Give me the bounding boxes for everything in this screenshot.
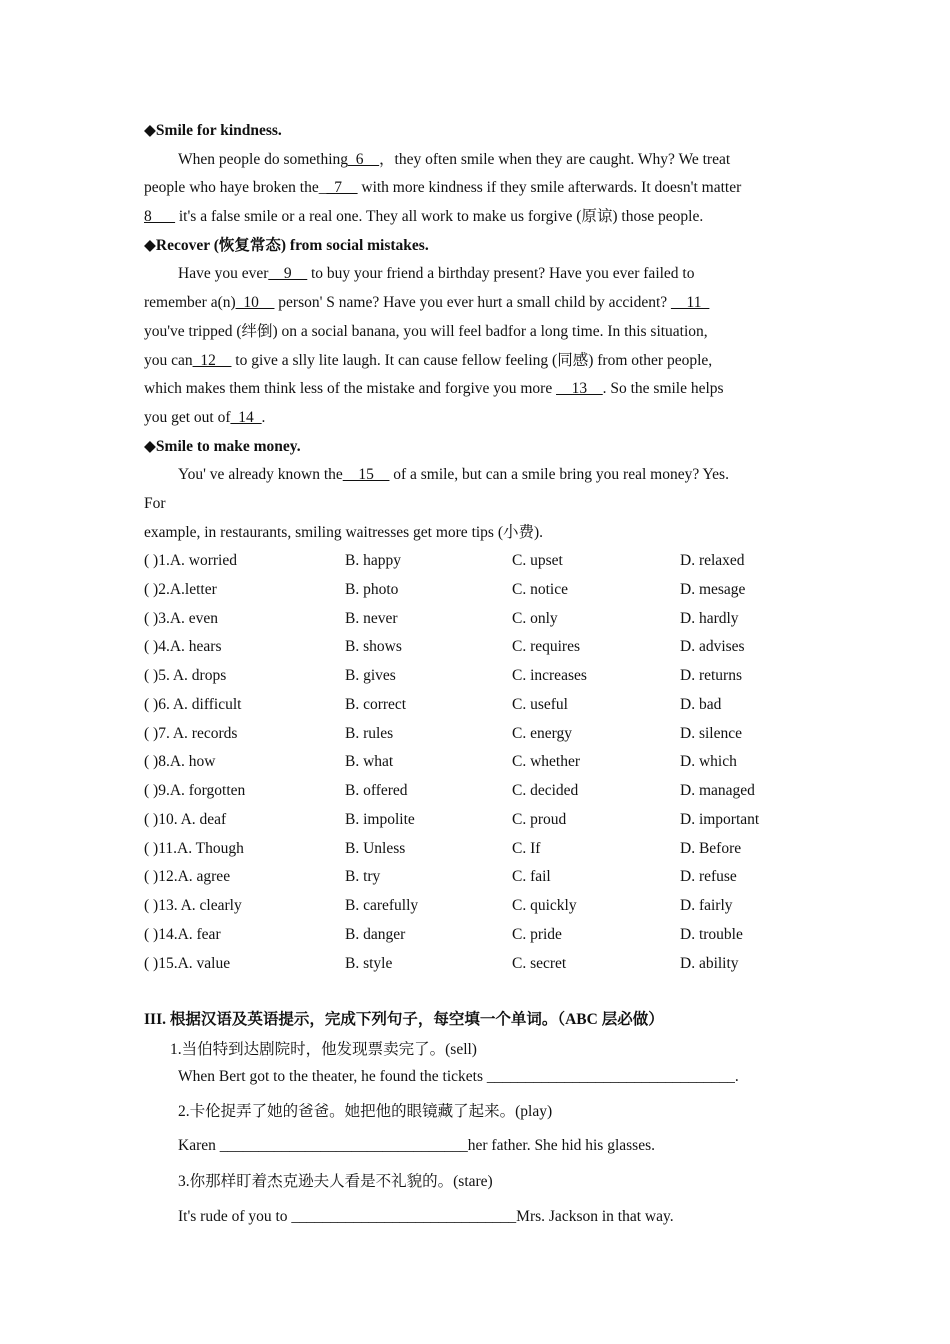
option-d: D. bad: [680, 695, 722, 713]
blank-6: _6__: [348, 151, 380, 168]
option-d: D. mesage: [680, 580, 746, 598]
option-b: B. danger: [345, 925, 406, 943]
option-number: ( )8.A. how: [144, 753, 216, 771]
option-row: [144, 838, 844, 860]
option-d: D. managed: [680, 782, 755, 799]
option-c: C. increases: [512, 667, 587, 684]
option-row: [144, 924, 844, 946]
option-b: B. what: [345, 753, 394, 771]
option-b: B. correct: [345, 695, 407, 713]
passage-line: [178, 465, 729, 485]
option-number: ( )4.A. hears: [144, 638, 222, 656]
option-b: B. rules: [345, 724, 394, 742]
blank-12: _12__: [192, 352, 232, 369]
text: . So the smile helps: [602, 380, 724, 397]
option-row: [144, 780, 844, 802]
passage-line: [178, 150, 730, 170]
option-d: D. refuse: [680, 868, 737, 886]
q1-chinese: 1.当伯特到达剧院时，他发现票卖完了。(sell): [170, 1041, 477, 1058]
blank-7: _7__: [326, 179, 358, 196]
text: you get out of: [144, 409, 231, 426]
blank-11: __11_: [671, 294, 710, 311]
text: which makes them think less of the mistake and forgive you more: [144, 380, 557, 397]
passage-line: you've tripped (绊倒) on a social banana, you will feel badfor a long time. In this situation,: [144, 323, 708, 340]
option-b: B. carefully: [345, 897, 419, 914]
heading-smile-kindness: ◆Smile for kindness.: [144, 122, 282, 139]
passage-line: [144, 293, 709, 313]
blank-15: __15__: [342, 466, 390, 483]
option-b: B. offered: [345, 782, 408, 799]
option-number: ( )5. A. drops: [144, 667, 227, 684]
option-c: C. decided: [512, 782, 579, 799]
option-b: B. photo: [345, 580, 399, 598]
option-c: C. useful: [512, 695, 568, 713]
option-row: [144, 751, 844, 773]
option-c: C. fail: [512, 868, 551, 886]
option-d: D. hardly: [680, 609, 739, 627]
option-b: B. Unless: [345, 839, 406, 857]
option-c: C. pride: [512, 925, 562, 943]
option-b: B. happy: [345, 552, 401, 569]
passage-line: example, in restaurants, smiling waitresses get more tips (小费).: [144, 524, 544, 541]
option-b: B. gives: [345, 667, 396, 684]
option-b: B. never: [345, 609, 398, 627]
option-c: C. notice: [512, 580, 568, 598]
q1-english: When Bert got to the theater, he found the tickets ________________________________.: [178, 1068, 739, 1085]
passage-line: [144, 207, 703, 227]
option-row: [144, 665, 844, 687]
option-c: C. proud: [512, 810, 567, 828]
option-row: [144, 636, 844, 658]
blank-14: _14_: [230, 409, 262, 426]
option-row: [144, 608, 844, 630]
option-d: D. returns: [680, 667, 742, 684]
option-row: [144, 895, 844, 917]
passage-line: [144, 379, 724, 399]
heading-recover: ◆Recover (恢复常态) from social mistakes.: [144, 237, 429, 254]
text: to give a slly lite laugh. It can cause fellow feeling (同感) from other people,: [231, 352, 713, 369]
option-number: ( )15.A. value: [144, 954, 231, 972]
option-c: C. secret: [512, 954, 567, 972]
blank-8: 8___: [144, 208, 175, 225]
option-c: C. only: [512, 609, 558, 627]
option-row: [144, 953, 844, 975]
text: remember a(n): [144, 294, 236, 311]
option-d: D. fairly: [680, 897, 733, 914]
text: ，they often smile when they are caught. Why? We treat: [379, 151, 731, 168]
option-d: D. relaxed: [680, 552, 745, 569]
option-c: C. requires: [512, 638, 581, 656]
option-number: ( )14.A. fear: [144, 925, 221, 943]
option-number: ( )13. A. clearly: [144, 897, 242, 914]
text: of a smile, but can a smile bring you real money? Yes.: [389, 466, 729, 483]
option-number: ( )2.A.letter: [144, 580, 217, 598]
passage-line: For: [144, 495, 166, 512]
option-d: D. ability: [680, 954, 739, 972]
option-d: D. Before: [680, 839, 742, 857]
option-c: C. If: [512, 839, 541, 857]
option-row: [144, 550, 844, 572]
heading-smile-money: ◆Smile to make money.: [144, 438, 301, 455]
q2-chinese: 2.卡伦捉弄了她的爸爸。她把他的眼镜藏了起来。(play): [178, 1103, 553, 1120]
passage-line: [144, 351, 712, 371]
q3-chinese: 3.你那样盯着杰克逊夫人看是不礼貌的。(stare): [178, 1173, 493, 1190]
option-d: D. which: [680, 753, 737, 771]
text: with more kindness if they smile afterwards. It doesn't matter: [357, 179, 742, 196]
text: you can: [144, 352, 193, 369]
blank-10: _10__: [235, 294, 275, 311]
text: people who haye broken the_: [144, 179, 327, 196]
option-c: C. whether: [512, 753, 581, 771]
option-number: ( )3.A. even: [144, 609, 219, 627]
option-b: B. try: [345, 868, 381, 886]
option-b: B. style: [345, 954, 393, 972]
text: to buy your friend a birthday present? Have you ever failed to: [307, 265, 695, 282]
option-number: ( )9.A. forgotten: [144, 782, 246, 799]
option-number: ( )11.A. Though: [144, 839, 244, 857]
option-row: [144, 723, 844, 745]
option-row: [144, 694, 844, 716]
text: .: [261, 409, 266, 426]
option-row: [144, 866, 844, 888]
option-d: D. silence: [680, 724, 742, 742]
option-d: D. advises: [680, 638, 745, 656]
section-iii-title: III. 根据汉语及英语提示，完成下列句子，每空填一个单词。（ABC 层必做）: [144, 1011, 664, 1028]
option-c: C. upset: [512, 552, 563, 569]
option-number: ( )7. A. records: [144, 724, 238, 742]
q2-english: Karen ________________________________her father. She hid his glasses.: [178, 1137, 655, 1154]
option-row: [144, 809, 844, 831]
option-row: [144, 579, 844, 601]
option-d: D. important: [680, 810, 760, 828]
option-c: C. quickly: [512, 897, 577, 914]
text: person' S name? Have you ever hurt a small child by accident?: [274, 294, 672, 311]
option-number: ( )6. A. difficult: [144, 695, 242, 713]
text: it's a false smile or a real one. They all work to make us forgive (原谅) those people.: [175, 208, 704, 225]
blank-13: __13__: [556, 380, 603, 397]
option-number: ( )12.A. agree: [144, 868, 231, 886]
text: When people do something: [178, 151, 349, 168]
option-number: ( )10. A. deaf: [144, 810, 227, 828]
option-b: B. shows: [345, 638, 402, 656]
passage-line: [144, 408, 265, 428]
q3-english: It's rude of you to _____________________________Mrs. Jackson in that way.: [178, 1208, 674, 1225]
option-number: ( )1.A. worried: [144, 552, 237, 569]
option-b: B. impolite: [345, 810, 415, 828]
blank-9: __9__: [268, 265, 308, 282]
text: You' ve already known the: [178, 466, 343, 483]
option-d: D. trouble: [680, 925, 743, 943]
passage-line: [178, 264, 695, 284]
passage-line: [144, 178, 741, 198]
option-c: C. energy: [512, 724, 572, 742]
text: Have you ever: [178, 265, 269, 282]
